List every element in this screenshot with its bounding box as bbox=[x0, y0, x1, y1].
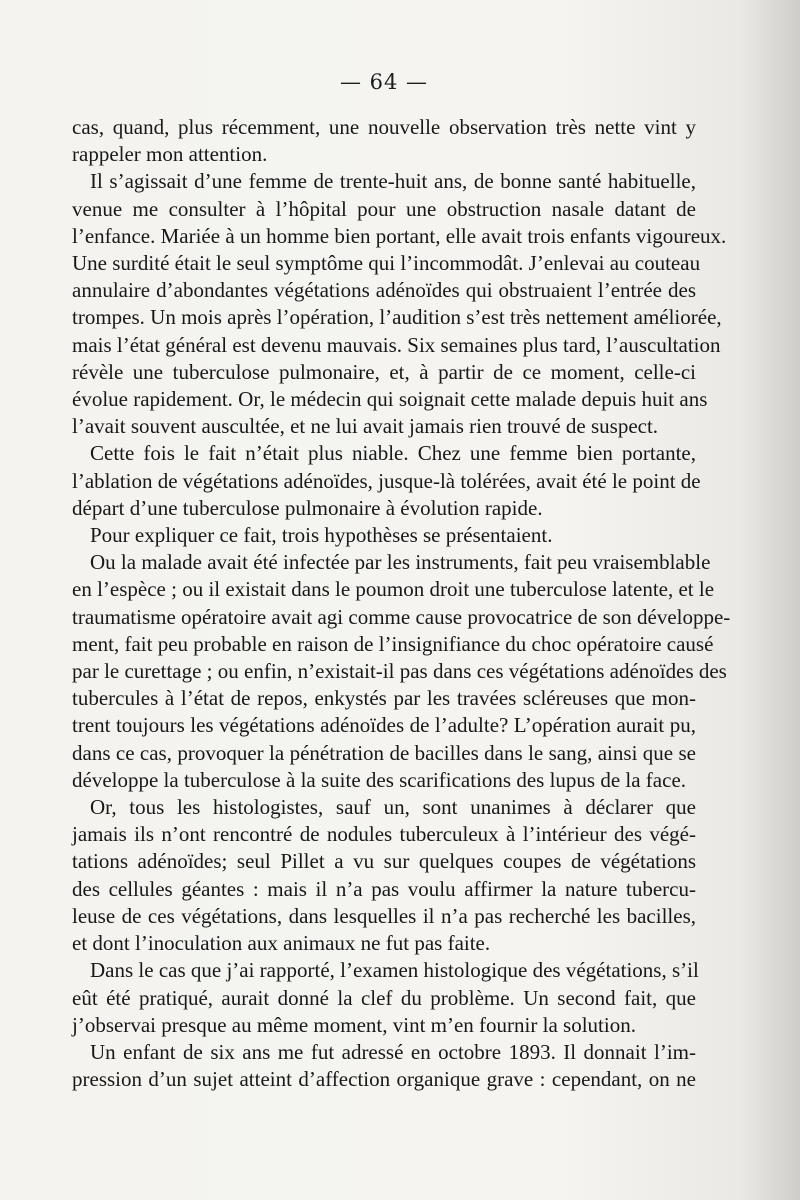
text-line: pression d’un sujet atteint d’affection organique grave : cependant, on ne bbox=[72, 1067, 696, 1092]
text-line: et dont l’inoculation aux animaux ne fut pas faite. bbox=[72, 931, 491, 956]
text-line: Il s’agissait d’une femme de trente-huit ans, de bonne santé habituelle, bbox=[90, 169, 696, 194]
text-line: l’ablation de végétations adénoïdes, jusque-là tolérées, avait été le point de bbox=[72, 468, 701, 493]
text-line: l’enfance. Mariée à un homme bien portant, elle avait trois enfants vigoureux. bbox=[72, 223, 727, 248]
page-edge-shadow bbox=[740, 0, 800, 1200]
text-line: leuse de ces végétations, dans lesquelles il n’a pas recherché les bacilles, bbox=[72, 903, 696, 928]
text-line: Une surdité était le seul symptôme qui l’incommodât. J’enlevai au couteau bbox=[72, 251, 701, 276]
text-line: révèle une tuberculose pulmonaire, et, à partir de ce moment, celle-ci bbox=[72, 359, 696, 384]
text-line: cas, quand, plus récemment, une nouvelle observation très nette vint y bbox=[72, 115, 696, 139]
text-line: traumatisme opératoire avait agi comme cause provocatrice de son développe- bbox=[72, 604, 731, 629]
body-text bbox=[72, 114, 731, 1093]
text-line: annulaire d’abondantes végétations adénoïdes qui obstruaient l’entrée des bbox=[72, 278, 696, 303]
text-line: Cette fois le fait n’était plus niable. Chez une femme bien portante, bbox=[90, 441, 696, 466]
text-line: Or, tous les histologistes, sauf un, sont unanimes à déclarer que bbox=[90, 795, 696, 820]
text-line: l’avait souvent auscultée, et ne lui avait jamais rien trouvé de suspect. bbox=[72, 414, 659, 439]
text-line: trent toujours les végétations adénoïdes de l’adulte? L’opération aurait pu, bbox=[72, 713, 696, 738]
text-line: Dans le cas que j’ai rapporté, l’examen histologique des végétations, s’il bbox=[90, 958, 699, 983]
page-number: — 64 — bbox=[339, 70, 429, 94]
text-line: des cellules géantes : mais il n’a pas voulu affirmer la nature tubercu- bbox=[72, 876, 696, 901]
text-line: par le curettage ; ou enfin, n’existait-il pas dans ces végétations adénoïdes des bbox=[72, 659, 727, 684]
text-line: rappeler mon attention. bbox=[72, 142, 268, 167]
text-line: dans ce cas, provoquer la pénétration de bacilles dans le sang, ainsi que se bbox=[72, 740, 696, 765]
text-line: Pour expliquer ce fait, trois hypothèses se présentaient. bbox=[90, 523, 553, 548]
text-line: mais l’état général est devenu mauvais. Six semaines plus tard, l’auscultation bbox=[72, 332, 721, 357]
text-line: évolue rapidement. Or, le médecin qui soignait cette malade depuis huit ans bbox=[72, 387, 708, 412]
text-line: Ou la malade avait été infectée par les instruments, fait peu vraisemblable bbox=[90, 550, 711, 575]
text-line: eût été pratiqué, aurait donné la clef du problème. Un second fait, que bbox=[72, 985, 696, 1010]
text-line: ment, fait peu probable en raison de l’insignifiance du choc opératoire causé bbox=[72, 631, 714, 656]
text-line: Un enfant de six ans me fut adressé en octobre 1893. Il donnait l’im- bbox=[90, 1039, 696, 1064]
text-line: départ d’une tuberculose pulmonaire à évolution rapide. bbox=[72, 495, 543, 520]
text-line: venue me consulter à l’hôpital pour une obstruction nasale datant de bbox=[72, 196, 696, 221]
text-line: jamais ils n’ont rencontré de nodules tuberculeux à l’intérieur des végé- bbox=[72, 822, 696, 847]
text-line: tubercules à l’état de repos, enkystés par les travées scléreuses que mon- bbox=[72, 686, 696, 711]
text-line: j’observai presque au même moment, vint m’en fournir la solution. bbox=[72, 1012, 636, 1037]
text-line: développe la tuberculose à la suite des scarifications des lupus de la face. bbox=[72, 767, 687, 792]
text-line: tations adénoïdes; seul Pillet a vu sur quelques coupes de végétations bbox=[72, 849, 696, 874]
text-line: trompes. Un mois après l’opération, l’audition s’est très nettement améliorée, bbox=[72, 305, 722, 330]
text-line: en l’espèce ; ou il existait dans le poumon droit une tuberculose latente, et le bbox=[72, 577, 715, 602]
